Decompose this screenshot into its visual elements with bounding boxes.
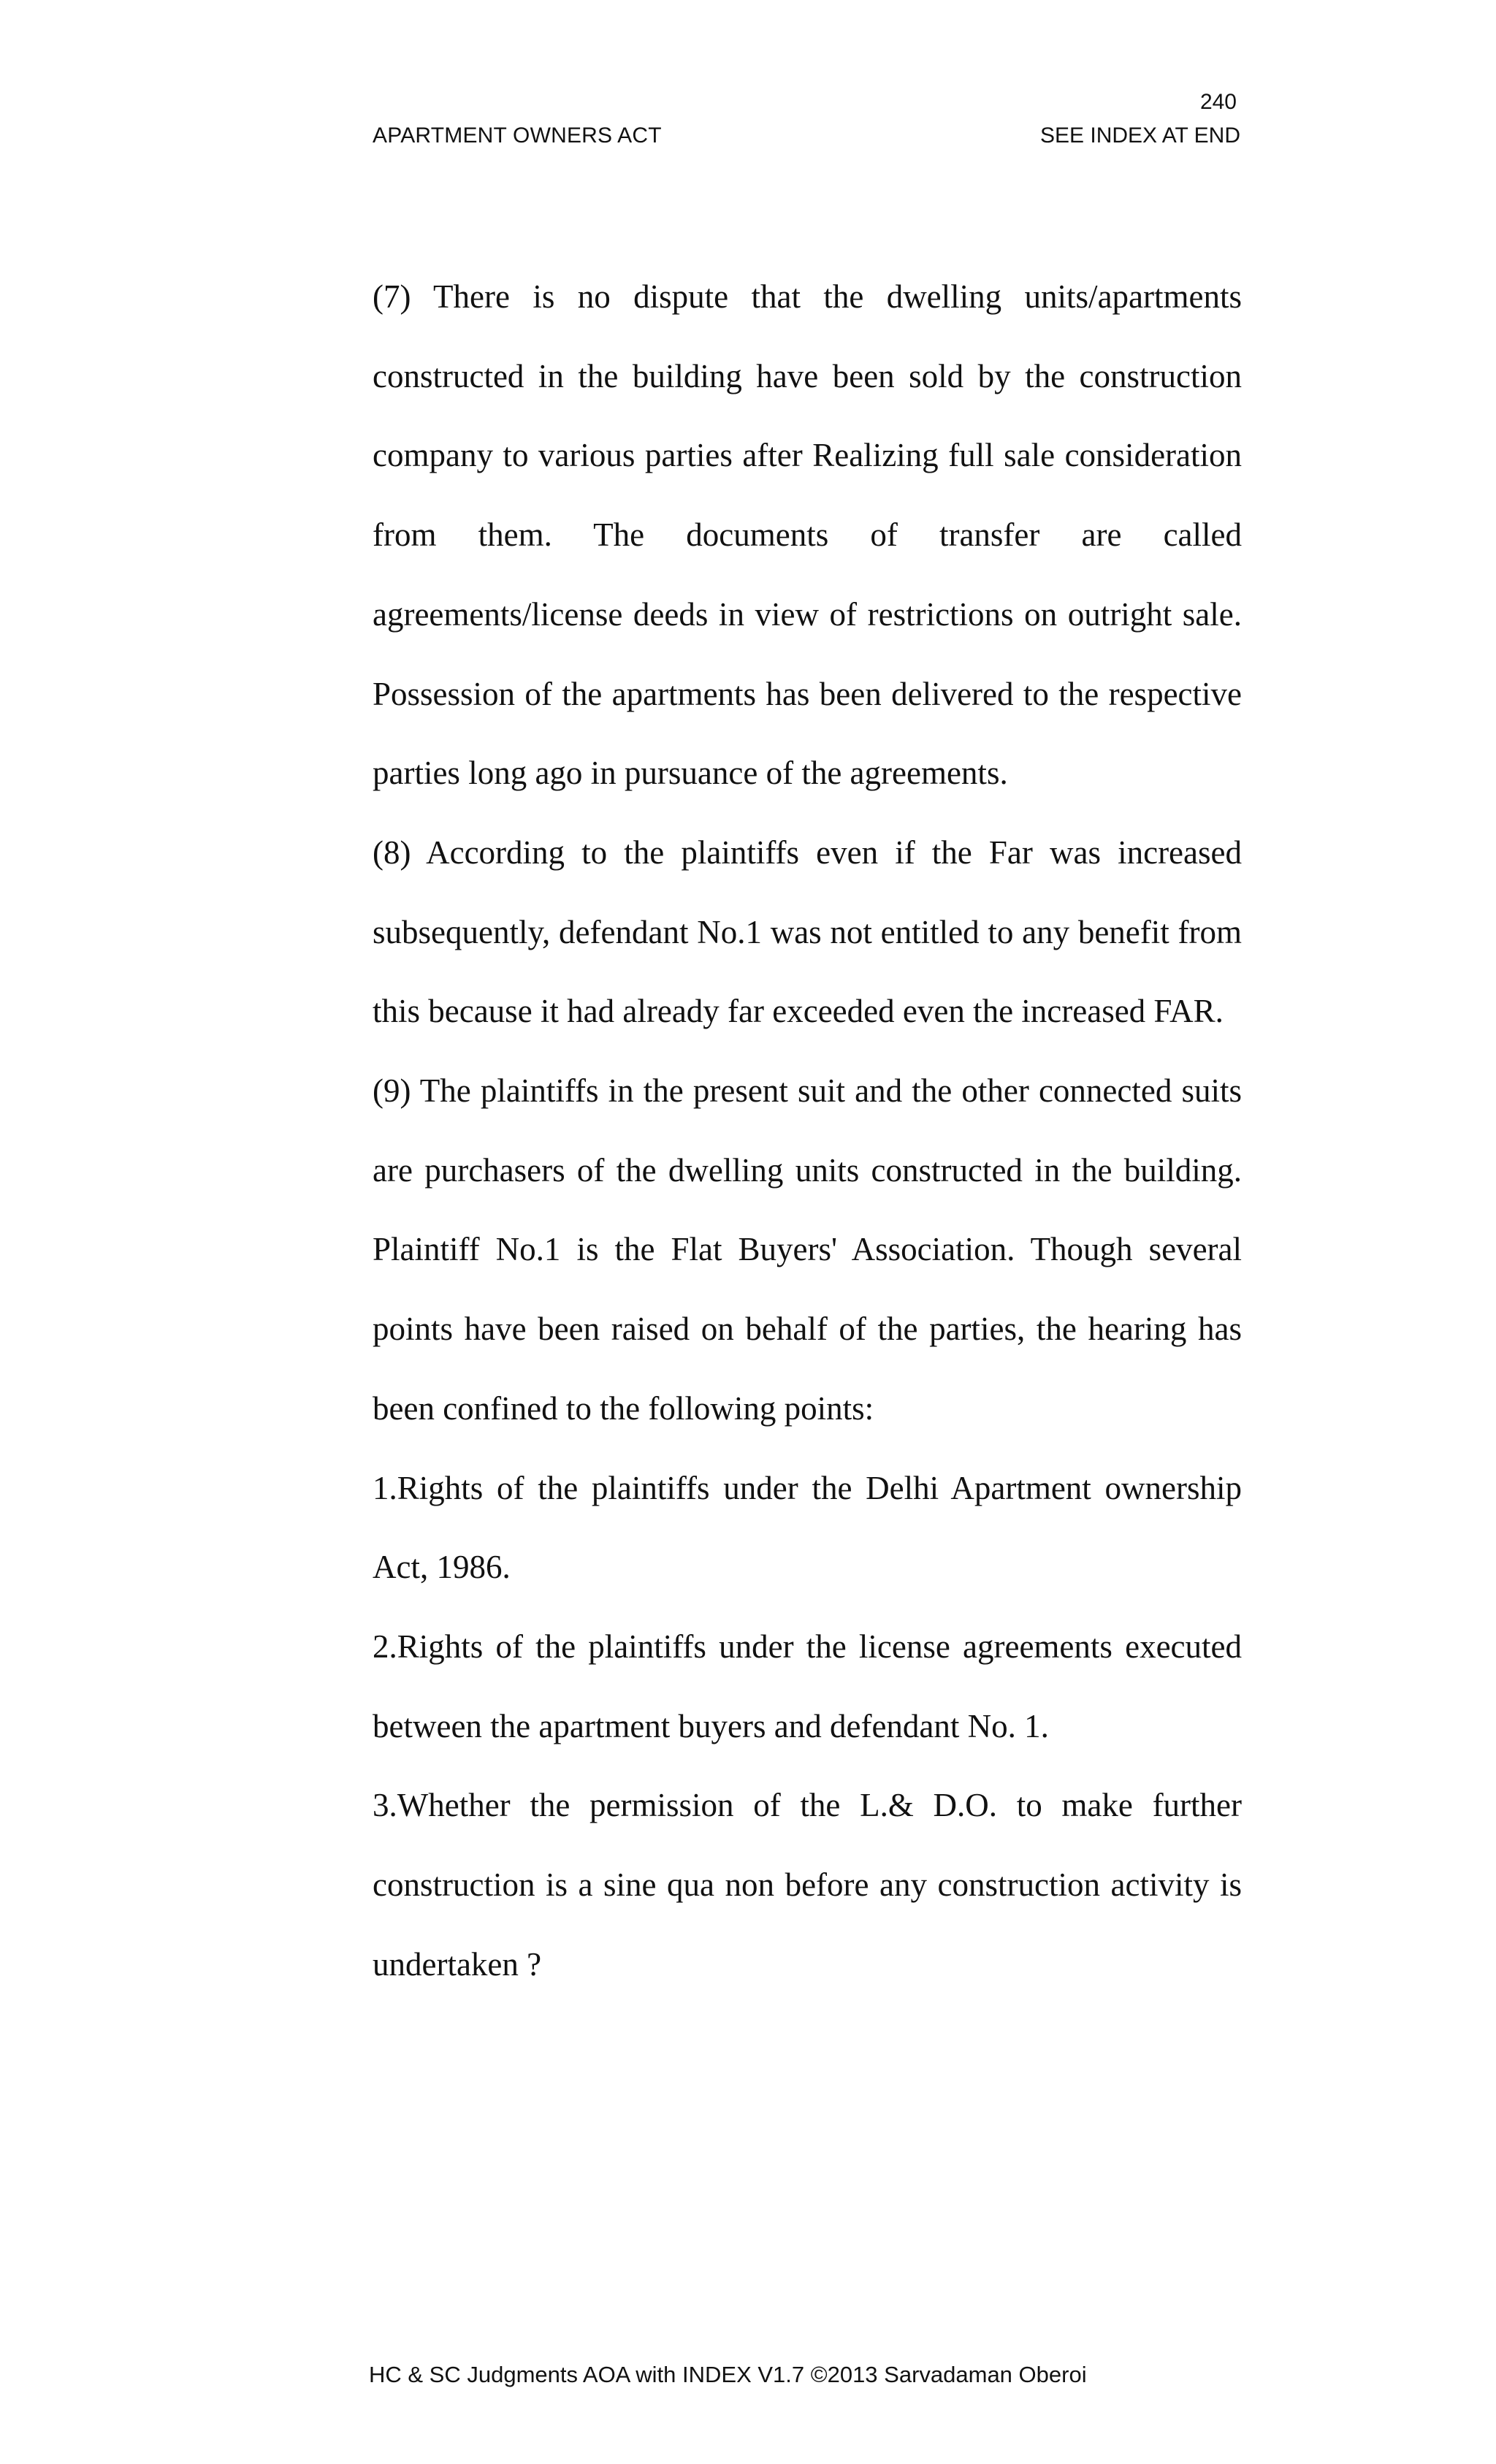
running-header-index-note: SEE INDEX AT END [1040,123,1240,148]
paragraph-8: (8) According to the plaintiffs even if the Far was increased subsequently, defendant No.1 was not entitled to any benefit from this because it had already far exceeded even the increased FAR. [373,834,1242,1030]
point-1: 1.Rights of the plaintiffs under the Delhi Apartment ownership Act, 1986. [373,1469,1242,1586]
point-2: 2.Rights of the plaintiffs under the license agreements executed between the apartment buyers and defendant No. 1. [373,1628,1242,1744]
paragraph-9: (9) The plaintiffs in the present suit and the other connected suits are purchasers of the dwelling units constructed in the building. Plaintiff No.1 is the Flat Buyers' Association. Though several points have been raised on behalf of the parties, the hearing has been confined to the following points: [373,1072,1242,1427]
point-3: 3.Whether the permission of the L.& D.O. to make further construction is a sine qua non before any construction activity is undertaken ? [373,1787,1242,1983]
page-footer: HC & SC Judgments AOA with INDEX V1.7 ©2013 Sarvadaman Oberoi [369,2362,1087,2387]
document-body [373,257,1242,2004]
running-header-title: APARTMENT OWNERS ACT [373,123,662,148]
paragraph-7: (7) There is no dispute that the dwelling units/apartments constructed in the building have been sold by the construction company to various parties after Realizing full sale consideration from them. The documents of transfer are called agreements/license deeds in view of restrictions on outright sale. Possession of the apartments has been delivered to the respective parties long ago in pursuance of the agreements. [373,278,1242,792]
page-number: 240 [1199,90,1237,114]
